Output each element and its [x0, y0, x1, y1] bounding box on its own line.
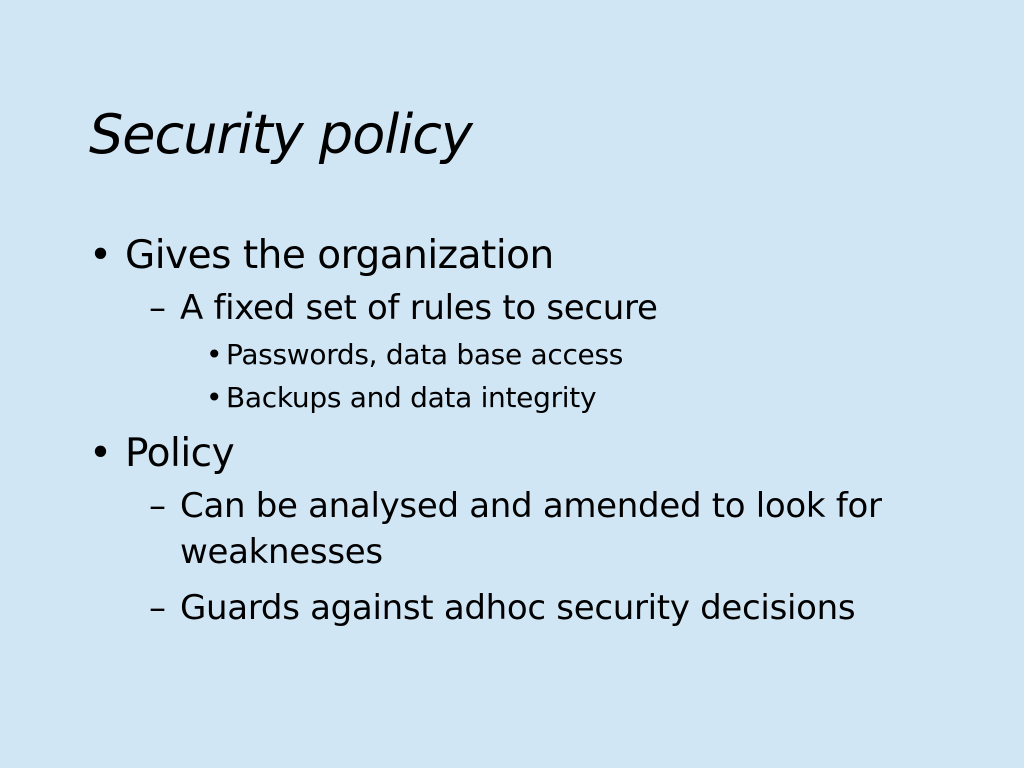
sub-bullet-text-line-2: weaknesses	[180, 532, 383, 572]
slide-title: Security policy	[89, 103, 472, 166]
sub-list	[125, 483, 949, 631]
dash-marker: –	[149, 588, 166, 628]
bullet-marker: •	[89, 233, 112, 278]
bullet-policy	[89, 426, 949, 631]
sub-bullet-guards-against-adhoc	[135, 585, 949, 631]
bullet-marker: •	[89, 431, 112, 476]
bullet-text: Policy	[125, 431, 235, 476]
sub-bullet-analysed-and-amended	[135, 483, 949, 575]
sub-bullet-text-line-1: Can be analysed and amended to look for	[180, 486, 882, 526]
sub-bullet-fixed-set-of-rules	[135, 285, 949, 422]
bullet-marker: •	[206, 381, 223, 414]
sub-sub-bullet-text: Backups and data integrity	[226, 381, 597, 414]
dash-marker: –	[149, 288, 166, 328]
sub-sub-bullet-backups	[180, 374, 949, 422]
sub-bullet-text: A fixed set of rules to secure	[180, 288, 658, 328]
sub-sub-bullet-passwords	[180, 331, 949, 379]
bullet-marker: •	[206, 338, 223, 371]
sub-bullet-text: Guards against adhoc security decisions	[180, 588, 856, 628]
bullet-list	[89, 228, 949, 631]
bullet-gives-the-organization	[89, 228, 949, 422]
sub-list	[125, 285, 949, 422]
dash-marker: –	[149, 486, 166, 526]
sub-sub-bullet-text: Passwords, data base access	[226, 338, 624, 371]
bullet-text: Gives the organization	[125, 233, 554, 278]
sub-sub-list	[180, 331, 949, 422]
